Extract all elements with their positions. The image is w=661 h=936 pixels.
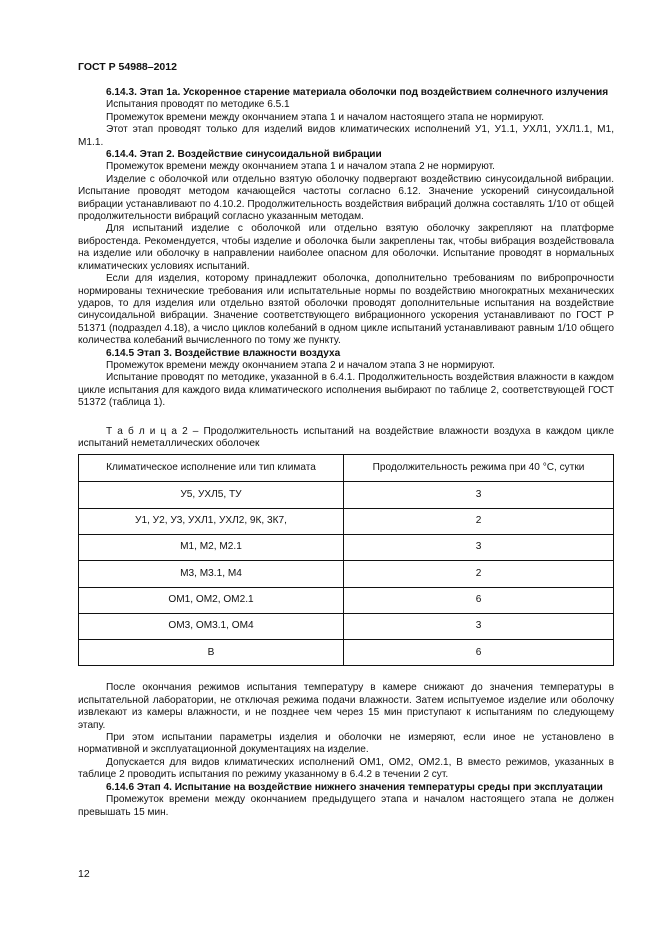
- paragraph: Если для изделия, которому принадлежит оболочка, дополнительно требованиям по вибропрочности нормированы технические требования или испытательные нормы по воздействию многократных механических ударов, то для изделия или отдельно взятой оболочки проводят дополнительные испытания на воздействие синусоидальной вибрации. Значение соответствующего вибрационного ускорения устанавливают по ГОСТ Р 51371 (подраздел 4.18), а число циклов колебаний в одном цикле испытаний устанавливают равным 1/10 общего количества колебаний вычисленного по тому же пункту.: [78, 273, 614, 347]
- table-row: [79, 482, 614, 508]
- paragraph: Изделие с оболочкой или отдельно взятую оболочку подвергают воздействию синусоидальной вибрации. Испытание проводят методом качающейся частоты согласно 6.12. Значение ускорений синусоидальной вибрации устанавливают по 4.10.2. Продолжительность воздействия вибраций должна составлять 1/10 от общей продолжительности вибраций согласно указанным методам.: [78, 173, 614, 223]
- section-heading: 6.14.5 Этап 3. Воздействие влажности воздуха: [106, 347, 341, 359]
- table-header-climate: Климатическое исполнение или тип климата: [79, 455, 344, 482]
- duration-cell: 3: [344, 613, 614, 639]
- section-heading: 6.14.6 Этап 4. Испытание на воздействие нижнего значения температуры среды при эксплуатации: [106, 781, 603, 793]
- table-row: [79, 587, 614, 613]
- paragraph: Испытание проводят по методике, указанной в 6.4.1. Продолжительность воздействия влажности в каждом цикле испытания для каждого вида климатического исполнения выбирают по таблице 2, соответствующей ГОСТ 51372 (таблица 1).: [78, 372, 614, 409]
- document-header: ГОСТ Р 54988–2012: [78, 61, 177, 73]
- climate-cell: М1, М2, М2.1: [79, 534, 344, 560]
- paragraph: Этот этап проводят только для изделий видов климатических исполнений У1, У1.1, УХЛ1, УХЛ1.1, М1, М1.1.: [78, 124, 614, 148]
- duration-cell: 2: [344, 561, 614, 587]
- climate-cell: ОМ1, ОМ2, ОМ2.1: [79, 587, 344, 613]
- paragraph: После окончания режимов испытания температуру в камере снижают до значения температуры в испытательной лаборатории, не отключая режима подачи влажности. Затем испытуемое изделие или оболочку извлекают из камеры влажности, и не позднее чем через 15 мин приступают к испытаниям по следующему этапу.: [78, 682, 614, 731]
- paragraphs-top: [78, 87, 614, 410]
- duration-cell: 6: [344, 587, 614, 613]
- climate-cell: В: [79, 640, 344, 666]
- table-row: [79, 613, 614, 639]
- duration-cell: 2: [344, 508, 614, 534]
- paragraph: Промежуток времени между окончанием этапа 1 и началом настоящего этапа не нормируют.: [106, 111, 545, 123]
- climate-cell: ОМ3, ОМ3.1, ОМ4: [79, 613, 344, 639]
- paragraph: Промежуток времени между окончанием этапа 2 и началом этапа 3 не нормируют.: [106, 359, 495, 371]
- paragraph: Испытания проводят по методике 6.5.1: [106, 99, 290, 111]
- paragraph: Промежуток времени между окончанием этапа 1 и началом этапа 2 не нормируют.: [106, 161, 495, 173]
- duration-cell: 3: [344, 534, 614, 560]
- paragraph: Допускается для видов климатических исполнений ОМ1, ОМ2, ОМ2.1, В вместо режимов, указанных в таблице 2 проводить испытания по режиму указанному в 6.4.2 в течении 2 сут.: [78, 756, 614, 781]
- table-row: [79, 561, 614, 587]
- section-heading: 6.14.4. Этап 2. Воздействие синусоидальной вибрации: [106, 149, 382, 161]
- paragraph: Промежуток времени между окончанием предыдущего этапа и началом настоящего этапа не должен превышать 15 мин.: [78, 794, 614, 818]
- table-row: [79, 640, 614, 666]
- table-row: [79, 534, 614, 560]
- humidity-table: [78, 454, 614, 666]
- paragraphs-bottom: [78, 682, 614, 818]
- page-number: 12: [78, 868, 90, 880]
- duration-cell: 6: [344, 640, 614, 666]
- paragraph: При этом испытании параметры изделия и оболочки не измеряют, если иное не установлено в нормативной и эксплуатационной документациях на изделие.: [78, 732, 614, 756]
- duration-cell: 3: [344, 482, 614, 508]
- climate-cell: У5, УХЛ5, ТУ: [79, 482, 344, 508]
- climate-cell: У1, У2, У3, УХЛ1, УХЛ2, 9К, 3К7,: [79, 508, 344, 534]
- climate-cell: М3, М3.1, М4: [79, 561, 344, 587]
- page-content: [78, 87, 614, 819]
- section-heading: 6.14.3. Этап 1а. Ускоренное старение материала оболочки под воздействием солнечного излучения: [106, 87, 609, 98]
- table-row: [79, 508, 614, 534]
- table-header-duration: Продолжительность режима при 40 °С, сутки: [344, 455, 614, 482]
- paragraph: Для испытаний изделие с оболочкой или отдельно взятую оболочку закрепляют на платформе вибростенда. Рекомендуется, чтобы изделие и оболочка были закреплены так, чтобы вибрация воздействовала на изделие или оболочку в направлении наиболее опасном для оболочки. Испытание проводят в нормальных климатических условиях испытаний.: [78, 223, 614, 272]
- table-caption: Т а б л и ц а 2 – Продолжительность испытаний на воздействие влажности воздуха в каждом цикле испытаний неметаллических оболочек: [78, 425, 614, 449]
